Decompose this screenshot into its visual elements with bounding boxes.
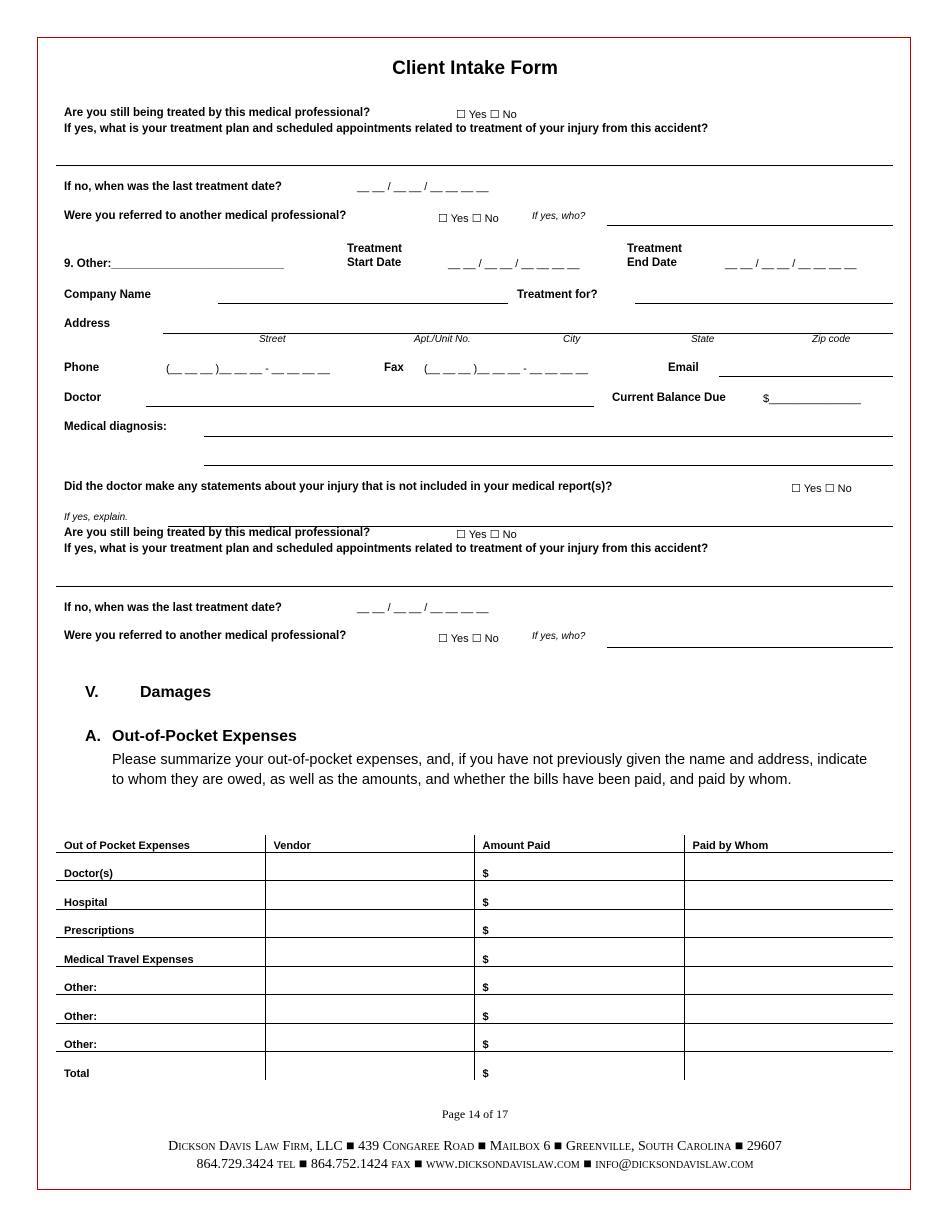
subsection-letter: A.	[85, 728, 101, 745]
expenses-instructions: Please summarize your out-of-pocket expenses, and, if you have not previously given the name and address, indicate to whom they are owed, as well as the amounts, and whether the bills have been paid, and paid by whom.	[112, 752, 868, 788]
diagnosis-line-1[interactable]	[204, 436, 893, 437]
referred-checkbox[interactable]: ☐ Yes ☐ No	[438, 213, 499, 225]
table-row	[56, 995, 893, 1024]
row-label: Total	[64, 1068, 90, 1080]
row-label: Hospital	[56, 881, 265, 910]
last-treatment-date-label: If no, when was the last treatment date?	[64, 181, 282, 193]
treatment-plan-line-2[interactable]	[56, 586, 893, 587]
table-row	[56, 1023, 893, 1052]
vendor-cell[interactable]	[265, 909, 474, 938]
start-date-label: Start Date	[347, 257, 402, 269]
row-label: Doctor(s)	[56, 852, 265, 881]
state-caption: State	[691, 334, 715, 345]
last-treatment-date-label-2: If no, when was the last treatment date?	[64, 602, 282, 614]
diagnosis-line-2[interactable]	[204, 465, 893, 466]
paid-by-cell[interactable]	[684, 966, 893, 995]
row-label: Prescriptions	[56, 909, 265, 938]
amount-cell[interactable]: $	[474, 1052, 684, 1081]
vendor-cell[interactable]	[265, 966, 474, 995]
referred-who-line-2[interactable]	[607, 647, 893, 648]
company-name-line[interactable]	[218, 303, 508, 304]
amount-cell[interactable]: $	[474, 852, 684, 881]
city-caption: City	[563, 334, 581, 345]
treatment-end-label: Treatment	[627, 243, 682, 255]
paid-by-cell[interactable]	[684, 909, 893, 938]
table-row	[56, 852, 893, 881]
table-header-row	[56, 835, 893, 852]
still-treated-question: Are you still being treated by this medical professional?	[64, 107, 371, 119]
page-title: Client Intake Form	[392, 58, 558, 79]
treatment-plan-line[interactable]	[56, 165, 893, 166]
header-paid-by: Paid by Whom	[684, 835, 893, 852]
subsection-title: Out-of-Pocket Expenses	[112, 728, 297, 745]
table-row	[56, 966, 893, 995]
still-treated-checkbox[interactable]: ☐ Yes ☐ No	[456, 109, 517, 121]
paid-by-cell[interactable]	[684, 1052, 893, 1081]
amount-cell[interactable]: $	[474, 995, 684, 1024]
fax-label: Fax	[384, 362, 404, 374]
zip-caption: Zip code	[812, 334, 851, 345]
footer-contact: 864.729.3424 tel ■ 864.752.1424 fax ■ www.dicksondavislaw.com ■ info@dicksondavislaw.com	[196, 1157, 754, 1172]
paid-by-cell[interactable]	[684, 938, 893, 967]
row-label: Other:	[56, 995, 265, 1024]
referred-question: Were you referred to another medical professional?	[64, 210, 347, 222]
expenses-table	[56, 835, 893, 1080]
amount-cell[interactable]: $	[474, 1023, 684, 1052]
company-name-label: Company Name	[64, 289, 151, 301]
table-row	[56, 938, 893, 967]
table-row	[56, 909, 893, 938]
paid-by-cell[interactable]	[684, 995, 893, 1024]
fax-field[interactable]: (__ __ __ )__ __ __ - __ __ __ __	[424, 363, 588, 375]
table-row-total	[56, 1052, 893, 1081]
page-number: Page 14 of 17	[441, 1107, 509, 1121]
amount-cell[interactable]: $	[474, 966, 684, 995]
still-treated-question-2: Are you still being treated by this medical professional?	[64, 527, 371, 539]
email-label: Email	[668, 362, 699, 374]
end-date-field[interactable]: __ __ / __ __ / __ __ __ __	[725, 258, 857, 270]
row-label: Other:	[56, 1023, 265, 1052]
apt-caption: Apt./Unit No.	[414, 334, 471, 345]
treatment-for-line[interactable]	[635, 303, 893, 304]
header-amount: Amount Paid	[474, 835, 684, 852]
section-title: Damages	[140, 684, 212, 701]
amount-cell[interactable]: $	[474, 881, 684, 910]
last-treatment-date-field-2[interactable]: __ __ / __ __ / __ __ __ __	[357, 602, 489, 614]
last-treatment-date-field[interactable]: __ __ / __ __ / __ __ __ __	[357, 181, 489, 193]
statements-question: Did the doctor make any statements about your injury that is not included in your medical report(s)?	[64, 481, 613, 493]
vendor-cell[interactable]	[265, 1023, 474, 1052]
end-date-label: End Date	[627, 257, 677, 269]
if-yes-who-label-2: If yes, who?	[532, 631, 586, 642]
header-vendor: Vendor	[265, 835, 474, 852]
vendor-cell[interactable]	[265, 938, 474, 967]
if-yes-who-label: If yes, who?	[532, 211, 586, 222]
referred-question-2: Were you referred to another medical professional?	[64, 630, 347, 642]
address-label: Address	[64, 318, 111, 330]
paid-by-cell[interactable]	[684, 852, 893, 881]
treatment-plan-question-2: If yes, what is your treatment plan and scheduled appointments related to treatment of your injury from this accident?	[64, 543, 709, 555]
email-line[interactable]	[719, 376, 893, 377]
statements-checkbox[interactable]: ☐ Yes ☐ No	[791, 483, 852, 495]
paid-by-cell[interactable]	[684, 1023, 893, 1052]
other-provider-label[interactable]: 9. Other:___________________________	[64, 258, 284, 270]
doctor-line[interactable]	[146, 406, 594, 407]
referred-checkbox-2[interactable]: ☐ Yes ☐ No	[438, 633, 499, 645]
phone-label: Phone	[64, 362, 100, 374]
table-row	[56, 881, 893, 910]
amount-cell[interactable]: $	[474, 909, 684, 938]
referred-who-line[interactable]	[607, 225, 893, 226]
header-expense: Out of Pocket Expenses	[56, 835, 265, 852]
start-date-field[interactable]: __ __ / __ __ / __ __ __ __	[448, 258, 580, 270]
row-label: Medical Travel Expenses	[56, 938, 265, 967]
phone-field[interactable]: (__ __ __ )__ __ __ - __ __ __ __	[166, 363, 330, 375]
amount-cell[interactable]: $	[474, 938, 684, 967]
vendor-cell[interactable]	[265, 852, 474, 881]
vendor-cell[interactable]	[265, 995, 474, 1024]
balance-label: Current Balance Due	[612, 392, 726, 404]
treatment-plan-question: If yes, what is your treatment plan and scheduled appointments related to treatment of your injury from this accident?	[64, 123, 709, 135]
treatment-for-label: Treatment for?	[517, 289, 598, 301]
section-number: V.	[85, 684, 99, 701]
row-label: Other:	[56, 966, 265, 995]
explain-label: If yes, explain.	[64, 512, 128, 523]
treatment-start-label: Treatment	[347, 243, 402, 255]
still-treated-checkbox-2[interactable]: ☐ Yes ☐ No	[456, 529, 517, 541]
footer-address: Dickson Davis Law Firm, LLC ■ 439 Congaree Road ■ Mailbox 6 ■ Greenville, South Carolina ■ 29607	[168, 1139, 782, 1154]
doctor-label: Doctor	[64, 392, 102, 404]
vendor-cell[interactable]	[265, 1052, 474, 1081]
street-caption: Street	[259, 334, 286, 345]
paid-by-cell[interactable]	[684, 881, 893, 910]
diagnosis-label: Medical diagnosis:	[64, 421, 167, 433]
vendor-cell[interactable]	[265, 881, 474, 910]
balance-field[interactable]: $_______________	[763, 393, 861, 405]
